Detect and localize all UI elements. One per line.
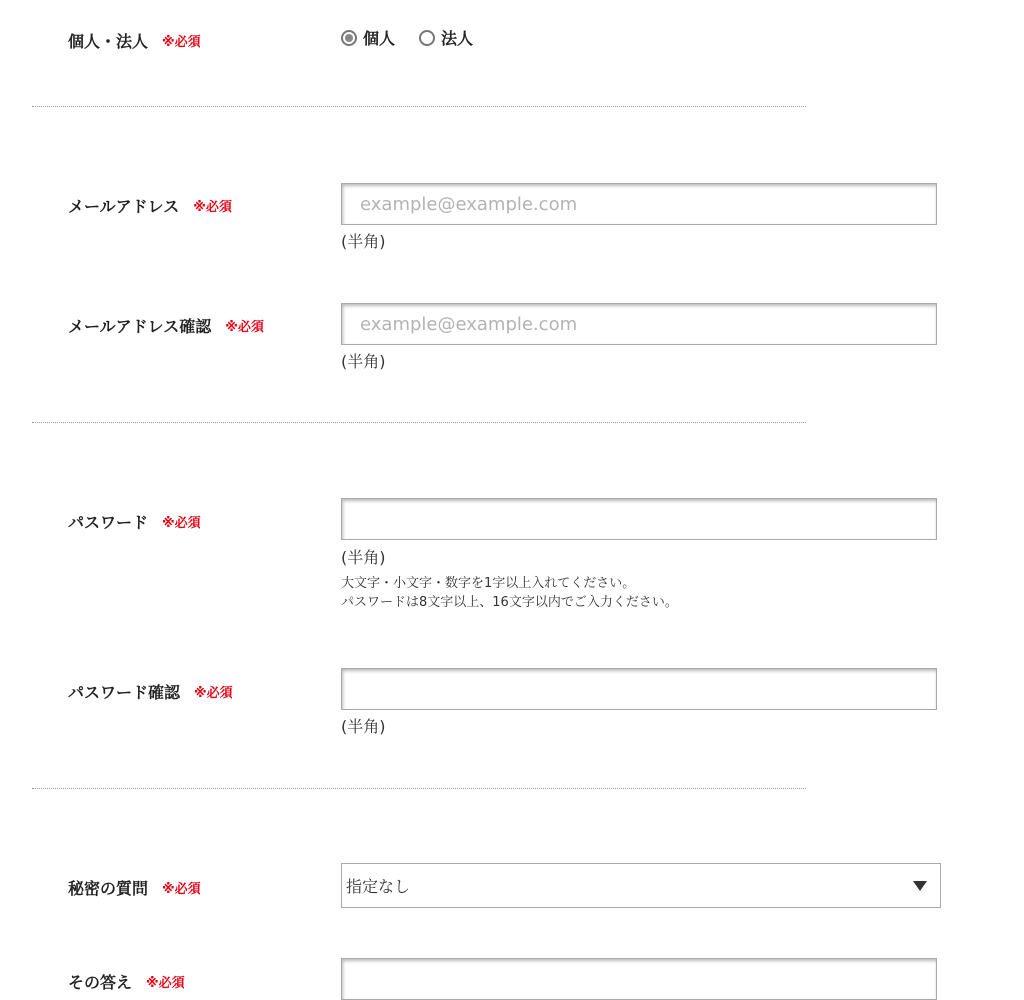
radio-corporation-circle[interactable] — [419, 30, 435, 46]
dropdown-caret-icon — [913, 881, 927, 891]
secret-question-select[interactable] — [341, 863, 941, 908]
password-rule-line: 大文字・小文字・数字を1字以上入れてください。 — [341, 576, 636, 591]
required-mark: ※必須 — [193, 200, 232, 215]
required-mark: ※必須 — [225, 320, 264, 335]
secret-question-label — [68, 876, 201, 899]
email-input[interactable] — [341, 183, 937, 225]
email-label — [68, 194, 232, 217]
password-rule-line: パスワードは8文字以上、16文字以内でご入力ください。 — [341, 595, 678, 610]
radio-corporation-label: 法人 — [441, 29, 474, 48]
required-mark: ※必須 — [162, 516, 201, 531]
radio-corporation[interactable] — [419, 26, 473, 49]
password-rule-note — [341, 574, 678, 612]
radio-individual-circle[interactable] — [341, 30, 357, 46]
section-divider — [32, 788, 806, 789]
email-confirm-label — [68, 314, 264, 337]
password-confirm-hint: (半角) — [341, 717, 386, 736]
password-label — [68, 510, 201, 533]
section-divider — [32, 106, 806, 107]
email-confirm-input[interactable] — [341, 303, 937, 345]
radio-selected-dot — [345, 34, 353, 42]
password-confirm-label — [68, 680, 233, 703]
password-input[interactable] — [341, 498, 937, 540]
password-confirm-input[interactable] — [341, 668, 937, 710]
radio-individual[interactable] — [341, 26, 395, 49]
entity-type-label-text: 個人・法人 — [68, 32, 149, 51]
answer-label-text: その答え — [68, 973, 133, 992]
password-confirm-label-text: パスワード確認 — [68, 683, 181, 702]
required-mark: ※必須 — [162, 882, 201, 897]
entity-type-radio-group — [341, 26, 497, 49]
required-mark: ※必須 — [162, 35, 201, 50]
password-hint: (半角) — [341, 548, 386, 567]
answer-input[interactable] — [341, 958, 937, 1000]
secret-question-label-text: 秘密の質問 — [68, 879, 149, 898]
radio-individual-label: 個人 — [363, 29, 396, 48]
required-mark: ※必須 — [194, 686, 233, 701]
section-divider — [32, 422, 806, 423]
email-label-text: メールアドレス — [68, 197, 180, 216]
secret-question-selected-value: 指定なし — [346, 877, 411, 896]
required-mark: ※必須 — [146, 976, 185, 991]
email-confirm-hint: (半角) — [341, 352, 386, 371]
entity-type-label — [68, 29, 201, 52]
email-confirm-label-text: メールアドレス確認 — [68, 317, 212, 336]
email-hint: (半角) — [341, 232, 386, 251]
password-label-text: パスワード — [68, 513, 149, 532]
